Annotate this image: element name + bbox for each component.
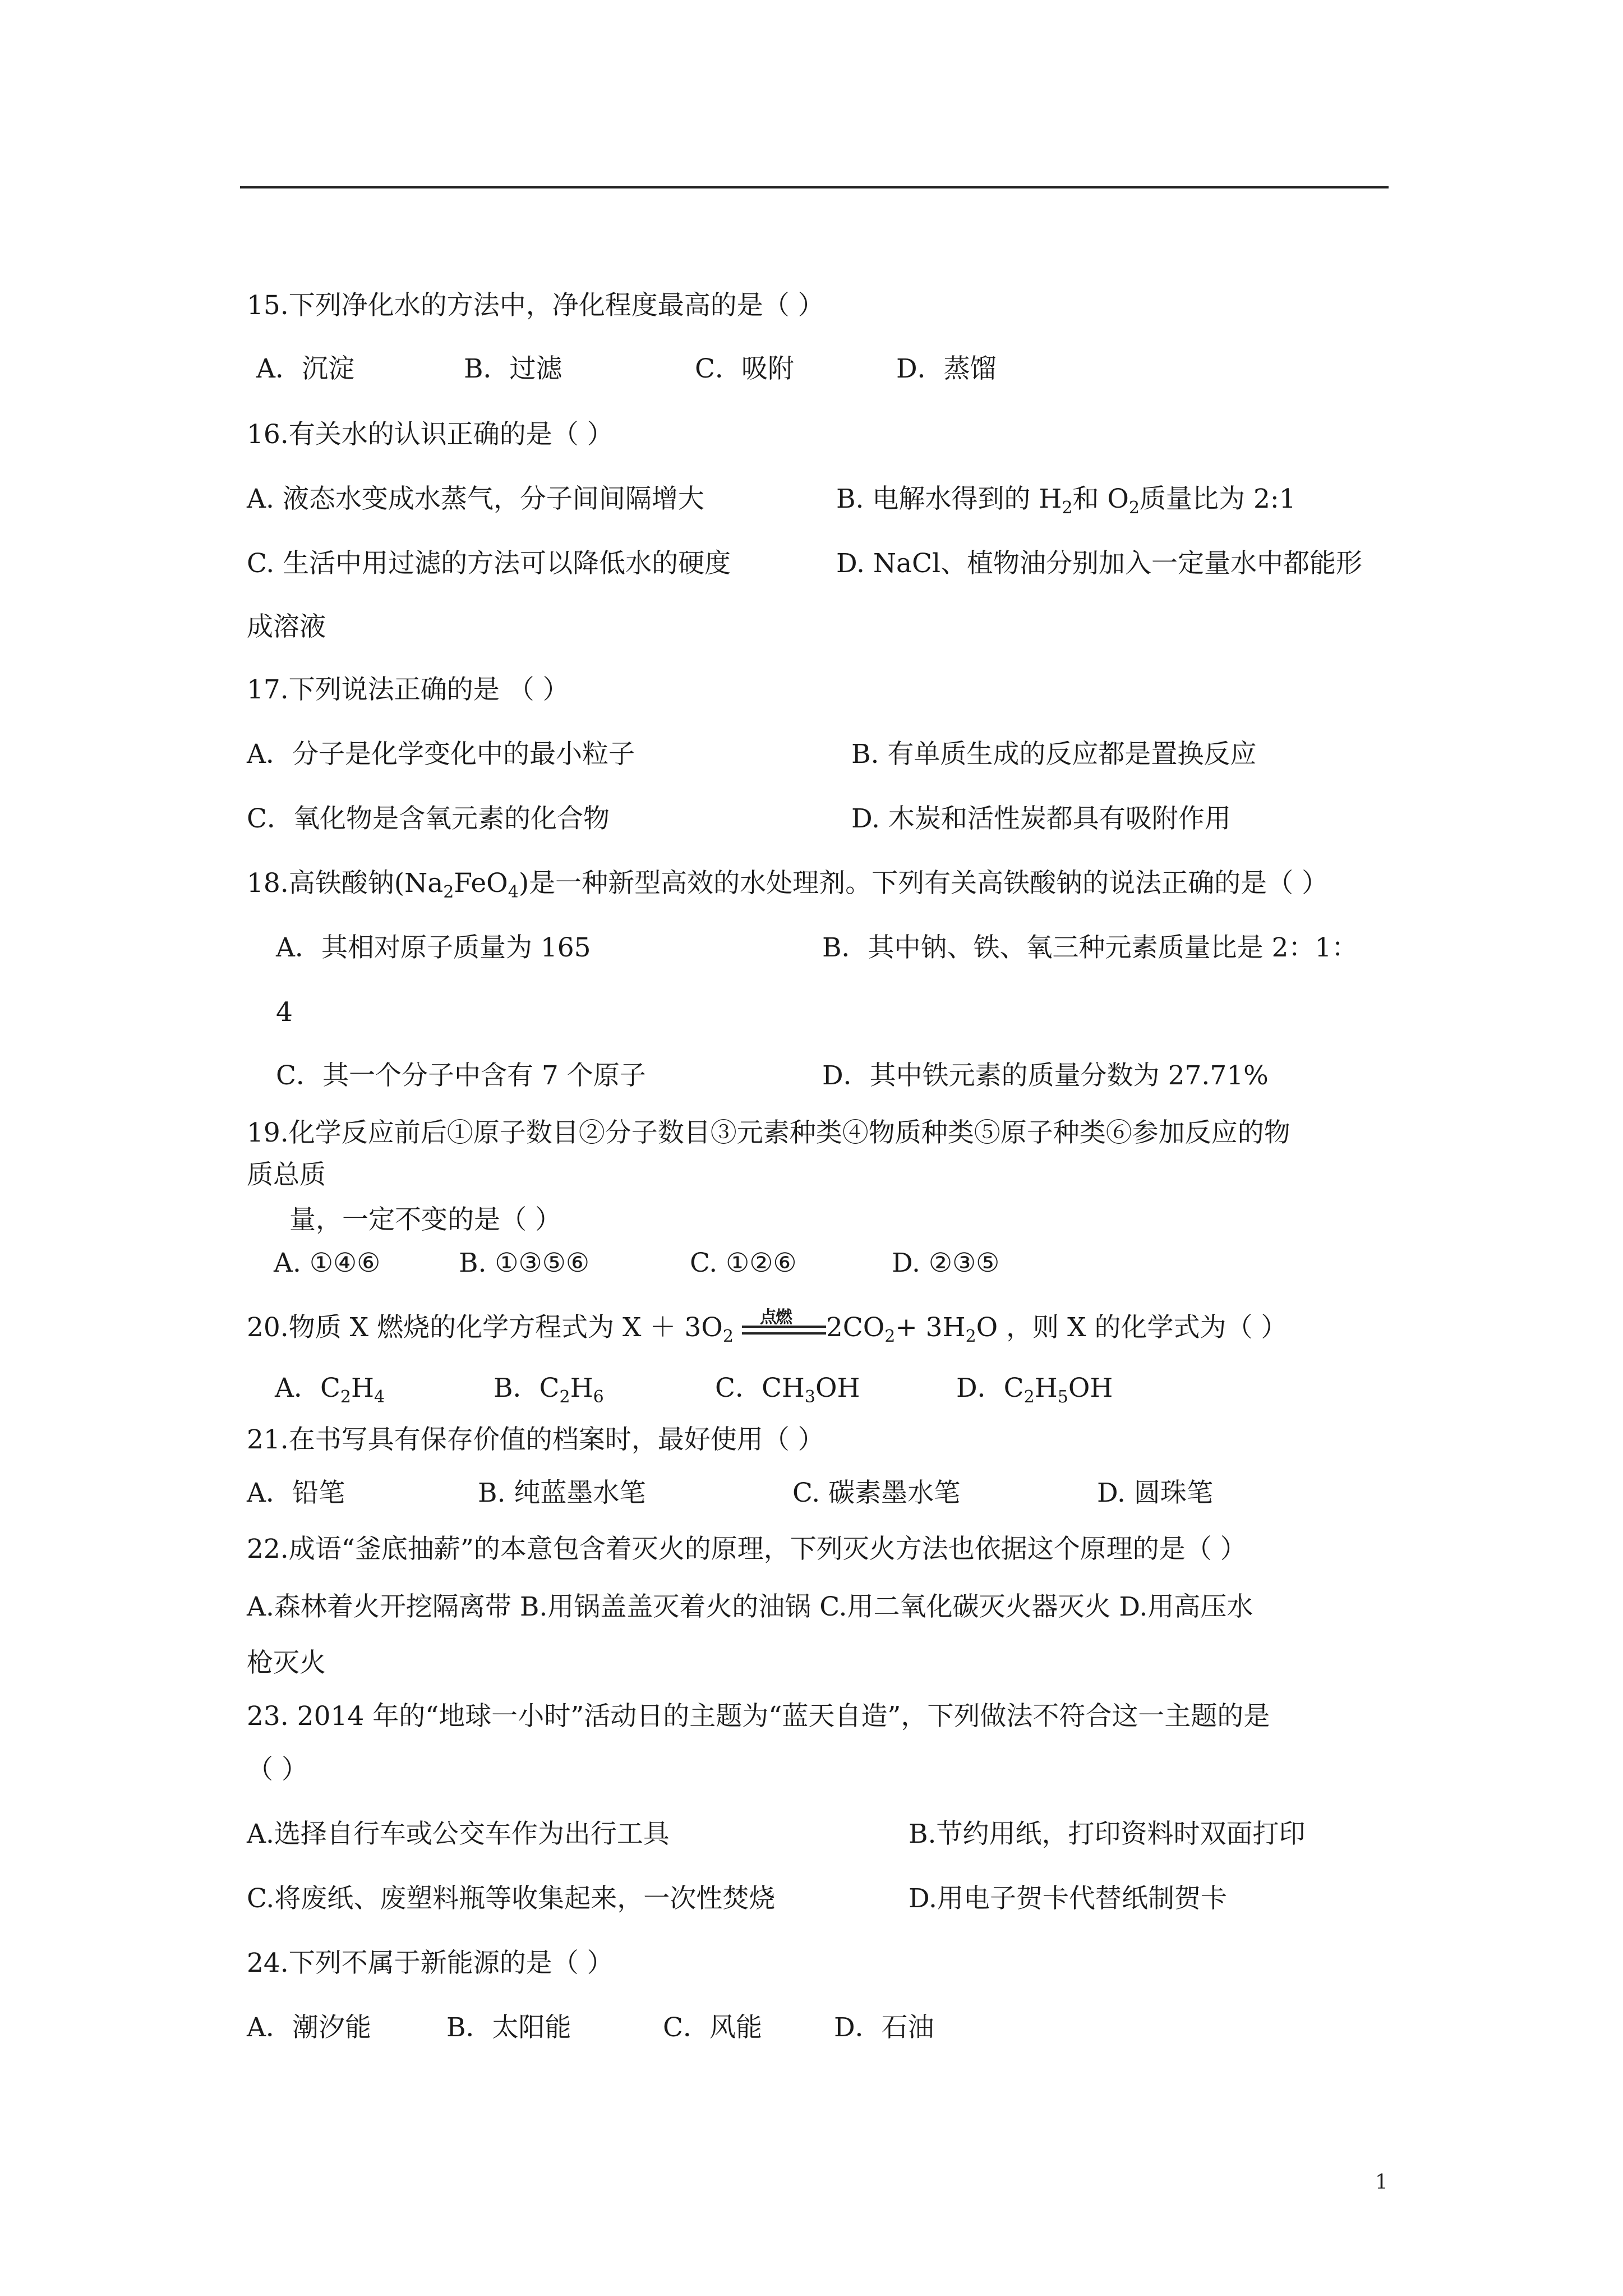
- q18-option-b-cont: 4: [276, 997, 293, 1028]
- q19-option-b: B. ①③⑤⑥: [459, 1248, 589, 1278]
- q21-option-d: D. 圆珠笔: [1097, 1478, 1213, 1508]
- q24-option-c: C．风能: [663, 2012, 762, 2043]
- q15-option-a: A．沉淀: [256, 353, 354, 384]
- q16-option-c: C. 生活中用过滤的方法可以降低水的硬度: [247, 548, 731, 579]
- q22-stem: 22.成语“釜底抽薪”的本意包含着灭火的原理，下列灭火方法也依据这个原理的是（ ）: [247, 1534, 1247, 1565]
- header-rule: [240, 186, 1389, 188]
- reaction-condition: 点燃: [742, 1311, 826, 1345]
- q15-option-d: D．蒸馏: [896, 353, 997, 384]
- q23-stem-cont: （ ）: [247, 1754, 308, 1785]
- q20-option-b: B．$C_2H_6$: [494, 1373, 604, 1407]
- q17-option-c: C．氧化物是含氧元素的化合物: [247, 803, 610, 834]
- q23-option-b: B.节约用纸，打印资料时双面打印: [909, 1819, 1306, 1849]
- q19-stem: 19.化学反应前后①原子数目②分子数目③元素种类④物质种类⑤原子种类⑥参加反应的物: [247, 1117, 1290, 1148]
- q20-option-d: D．$C_2H_5OH$: [956, 1373, 1113, 1407]
- q23-stem: 23. 2014 年的“地球一小时”活动日的主题为“蓝天自造”，下列做法不符合这一主题的是: [247, 1701, 1270, 1732]
- q15-option-c: C．吸附: [695, 353, 794, 384]
- q19-option-a: A. ①④⑥: [274, 1248, 381, 1278]
- q22-options: A.森林着火开挖隔离带 B.用锅盖盖灭着火的油锅 C.用二氧化碳灭火器灭火 D.用高压水: [247, 1591, 1253, 1622]
- q16-option-d: D. NaCl、植物油分别加入一定量水中都能形: [836, 548, 1363, 579]
- q18-option-b: B．其中钠、铁、氧三种元素质量比是 2：1：: [822, 932, 1358, 963]
- q18-option-a: A．其相对原子质量为 165: [276, 932, 591, 963]
- q23-option-c: C.将废纸、废塑料瓶等收集起来，一次性焚烧: [247, 1883, 776, 1914]
- q16-option-a: A. 液态水变成水蒸气，分子间间隔增大: [247, 484, 704, 514]
- q24-option-a: A．潮汐能: [247, 2012, 371, 2043]
- q23-option-d: D.用电子贺卡代替纸制贺卡: [909, 1883, 1227, 1914]
- q22-options-cont: 枪灭火: [247, 1648, 326, 1678]
- q18-option-c: C．其一个分子中含有 7 个原子: [276, 1060, 646, 1091]
- q21-stem: 21.在书写具有保存价值的档案时，最好使用（ ）: [247, 1424, 824, 1455]
- q21-option-a: A．铅笔: [247, 1478, 345, 1508]
- q21-option-c: C. 碳素墨水笔: [792, 1478, 961, 1508]
- q16-stem: 16.有关水的认识正确的是（ ）: [247, 419, 614, 450]
- q18-stem: 18.高铁酸钠$(Na_2FeO_4)$是一种新型高效的水处理剂。下列有关高铁酸钠的说法正确的是（ ）: [247, 868, 1329, 902]
- q20-option-c: C．$CH_3OH$: [715, 1373, 860, 1407]
- q16-option-d-cont: 成溶液: [247, 611, 326, 642]
- q23-option-a: A.选择自行车或公交车作为出行工具: [247, 1819, 670, 1849]
- q17-option-b: B. 有单质生成的反应都是置换反应: [851, 739, 1257, 770]
- q17-option-d: D. 木炭和活性炭都具有吸附作用: [851, 803, 1231, 834]
- q15-option-b: B．过滤: [464, 353, 562, 384]
- q20-stem: 20.物质 X 燃烧的化学方程式为 $X + 3O_2$ 点燃 $2CO_2+ 3H_2O$ ，则 X 的化学式为（ ）: [247, 1308, 1288, 1346]
- q17-stem: 17.下列说法正确的是 （ ）: [247, 674, 569, 705]
- q24-stem: 24.下列不属于新能源的是（ ）: [247, 1948, 614, 1978]
- q24-option-d: D．石油: [834, 2012, 934, 2043]
- page-number: 1: [1375, 2171, 1388, 2194]
- q15-stem: 15.下列净化水的方法中，净化程度最高的是（ ）: [247, 290, 824, 321]
- q21-option-b: B. 纯蓝墨水笔: [478, 1478, 646, 1508]
- q17-option-a: A．分子是化学变化中的最小粒子: [247, 739, 635, 770]
- q19-option-d: D. ②③⑤: [892, 1248, 1000, 1278]
- q19-option-c: C. ①②⑥: [690, 1248, 797, 1278]
- q19-stem-cont2: 量，一定不变的是（ ）: [289, 1204, 561, 1235]
- q19-stem-cont: 质总质: [247, 1159, 326, 1190]
- q18-option-d: D．其中铁元素的质量分数为 27.71%: [822, 1060, 1269, 1091]
- q20-option-a: A．$C_2H_4$: [275, 1373, 385, 1407]
- q16-option-b: B. 电解水得到的 $H_2$和 $O_2$质量比为 2:1: [836, 484, 1296, 518]
- q24-option-b: B．太阳能: [446, 2012, 571, 2043]
